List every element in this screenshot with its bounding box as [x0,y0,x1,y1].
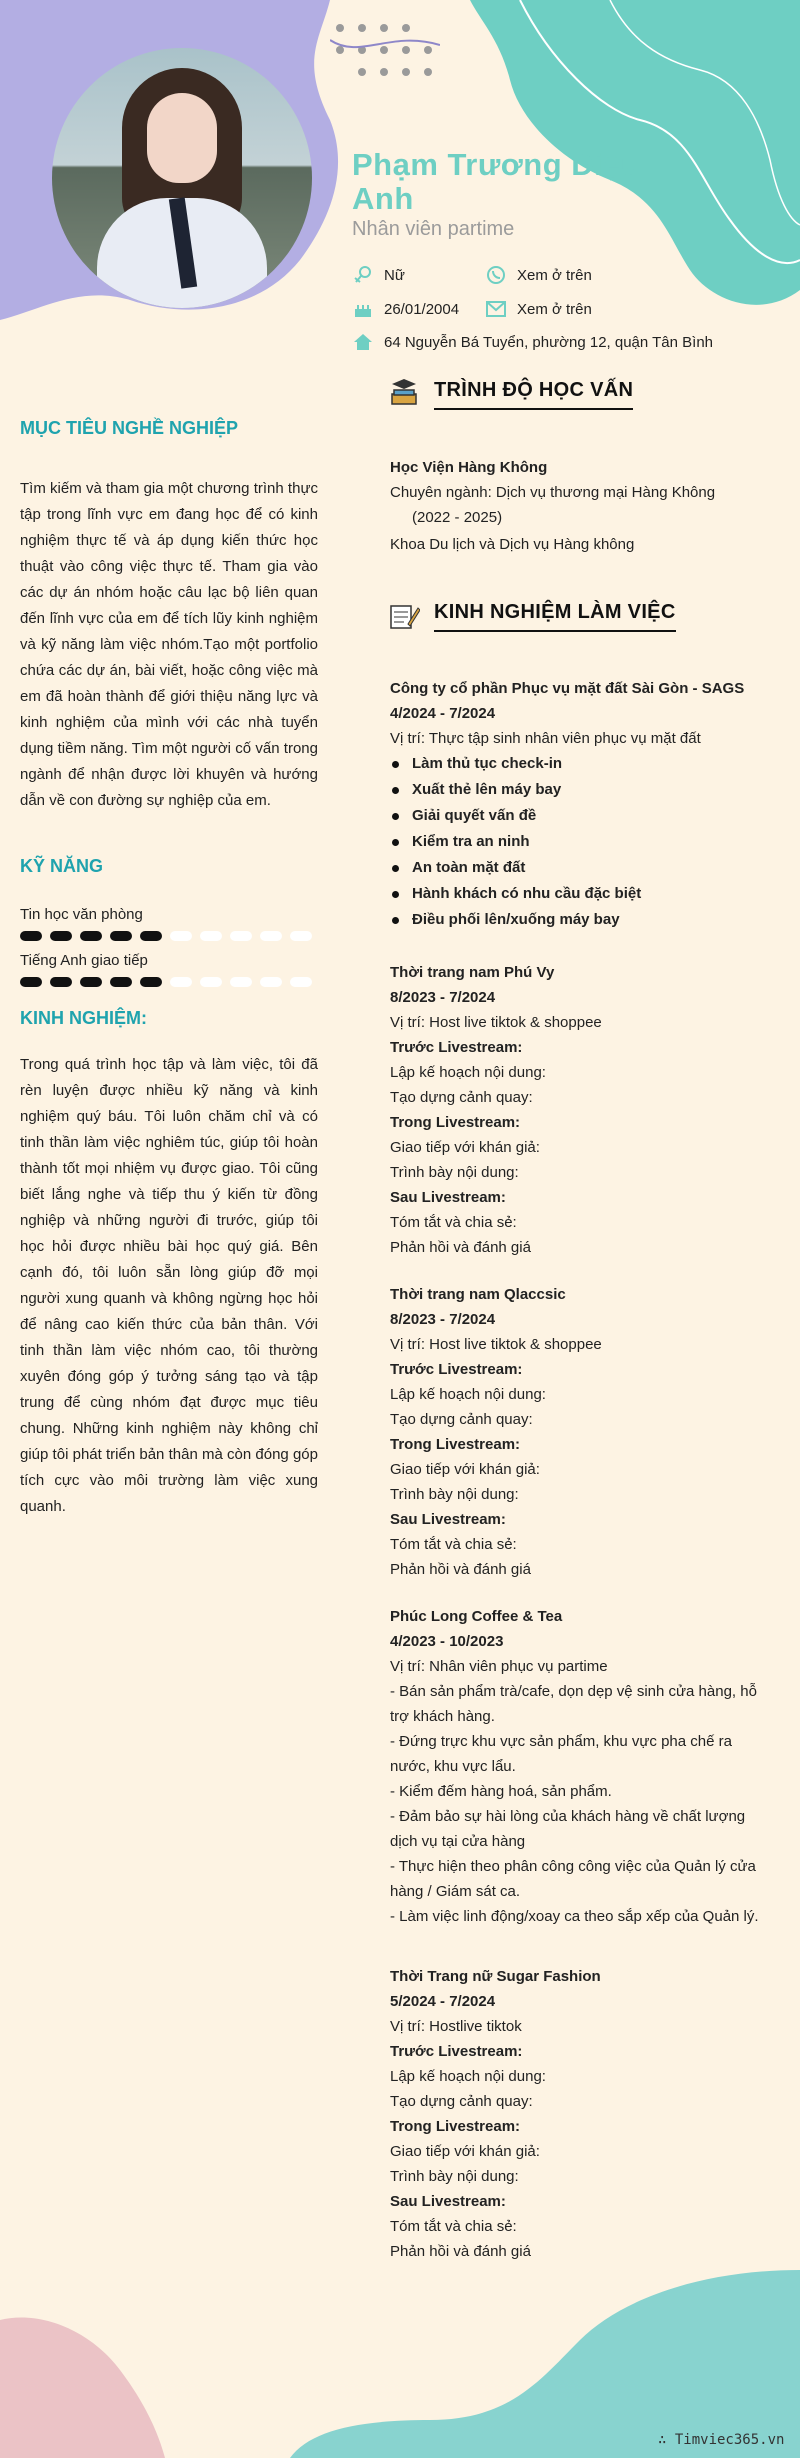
duty-item: An toàn mặt đất [390,855,770,881]
skill-dot-empty [290,977,312,987]
company-name: Thời trang nam Qlaccsic [390,1286,566,1303]
duty-list [390,751,770,933]
skill-english [20,952,318,987]
task-line: Lập kế hoạch nội dung: [390,2068,546,2085]
avatar-photo [52,48,312,308]
skill-dot-filled [20,977,42,987]
job-phu-vy [390,960,770,1260]
skill-dot-empty [290,931,312,941]
graduation-cap-icon [388,376,420,413]
gender-row [352,265,405,285]
dob-row [352,299,459,319]
task-line: Tóm tắt và chia sẻ: [390,2218,517,2235]
email-row [485,299,592,319]
job-period: 8/2023 - 7/2024 [390,989,496,1006]
task-line: Phản hồi và đánh giá [390,1239,531,1256]
skill-dot-filled [140,931,162,941]
task-line: Tạo dựng cảnh quay: [390,2093,533,2110]
skill-dot-filled [50,931,72,941]
job-title: Nhân viên partime [352,218,515,240]
skill-dot-filled [80,931,102,941]
task-line: Tóm tắt và chia sẻ: [390,1214,517,1231]
skill-dot-empty [200,977,222,987]
duty-item: Điều phối lên/xuống máy bay [390,907,770,933]
job-position: Vị trí: Host live tiktok & shoppee [390,1336,602,1353]
decorative-dots [330,20,440,80]
skill-office [20,906,318,941]
task-line: Tóm tắt và chia sẻ: [390,1536,517,1553]
skill-rating [20,977,318,987]
task-line: Lập kế hoạch nội dung: [390,1386,546,1403]
duty-item: Kiểm tra an ninh [390,829,770,855]
decorative-blob-bottom-left [0,2310,180,2458]
job-period: 4/2023 - 10/2023 [390,1633,504,1650]
task-line: Phản hồi và đánh giá [390,1561,531,1578]
task-line: Lập kế hoạch nội dung: [390,1064,546,1081]
stage-heading: Sau Livestream: [390,2193,506,2210]
experience-summary-heading: KINH NGHIỆM: [20,1008,147,1028]
job-period: 4/2024 - 7/2024 [390,705,496,722]
skill-dot-empty [200,931,222,941]
task-line: Giao tiếp với khán giả: [390,1139,540,1156]
work-heading: KINH NGHIỆM LÀM VIỆC [434,601,676,632]
briefcase-pen-icon [388,598,420,635]
task-line: Trình bày nội dung: [390,1486,519,1503]
job-period: 8/2023 - 7/2024 [390,1311,496,1328]
task-line: - Thực hiện theo phân công công việc của Quản lý cửa hàng / Giám sát ca. [390,1858,756,1900]
company-name: Thời trang nam Phú Vy [390,964,555,981]
task-line: - Làm việc linh động/xoay ca theo sắp xếp của Quản lý. [390,1908,759,1925]
task-line: - Kiểm đếm hàng hoá, sản phẩm. [390,1783,612,1800]
phone-row [485,265,592,285]
envelope-icon [485,299,507,319]
skill-dot-empty [230,931,252,941]
job-period: 5/2024 - 7/2024 [390,1993,496,2010]
skill-dot-empty [260,931,282,941]
phone-icon [485,265,507,285]
stage-heading: Trước Livestream: [390,1039,523,1056]
brand-watermark[interactable]: ∴ Timviec365.vn [658,2432,785,2448]
education-heading: TRÌNH ĐỘ HỌC VẤN [434,379,633,410]
skill-dot-empty [260,977,282,987]
company-name: Công ty cổ phần Phục vụ mặt đất Sài Gòn - SAGS [390,680,745,697]
task-line: - Bán sản phẩm trà/cafe, dọn dẹp vệ sinh cửa hàng, hỗ trợ khách hàng. [390,1683,757,1725]
job-position: Vị trí: Hostlive tiktok [390,2018,522,2035]
task-line: - Đảm bảo sự hài lòng của khách hàng về chất lượng dịch vụ tại cửa hàng [390,1808,746,1850]
stage-heading: Trước Livestream: [390,2043,523,2060]
dob-value: 26/01/2004 [384,300,460,318]
education-section-header [388,376,633,413]
gender-value: Nữ [384,266,405,284]
school-name: Học Viện Hàng Không [390,459,548,476]
stage-heading: Trong Livestream: [390,1114,521,1131]
job-qlaccsic [390,1282,770,1582]
skills-heading: KỸ NĂNG [20,856,104,876]
task-line: Giao tiếp với khán giả: [390,1461,540,1478]
major: Chuyên ngành: Dịch vụ thương mại Hàng Không [390,484,716,501]
skill-label: Tiếng Anh giao tiếp [20,952,148,969]
skill-dot-filled [110,931,132,941]
task-line: Tạo dựng cảnh quay: [390,1089,533,1106]
address-value: 64 Nguyễn Bá Tuyển, phường 12, quận Tân Bình [384,333,714,351]
task-line: Giao tiếp với khán giả: [390,2143,540,2160]
home-icon [352,332,374,352]
job-position: Vị trí: Thực tập sinh nhân viên phục vụ mặt đất [390,730,701,747]
task-line: Phản hồi và đánh giá [390,2243,531,2260]
decorative-blob-bottom-right [280,2270,800,2458]
address-row [352,332,713,352]
phone-value: Xem ở trên [517,266,592,284]
stage-heading: Trước Livestream: [390,1361,523,1378]
skill-dot-filled [140,977,162,987]
task-line: Trình bày nội dung: [390,1164,519,1181]
duty-item: Làm thủ tục check-in [390,751,770,777]
education-period: (2022 - 2025) [412,509,503,526]
stage-heading: Sau Livestream: [390,1189,506,1206]
skill-dot-filled [20,931,42,941]
stage-heading: Trong Livestream: [390,2118,521,2135]
faculty: Khoa Du lịch và Dịch vụ Hàng không [390,536,635,553]
company-name: Thời Trang nữ Sugar Fashion [390,1968,601,1985]
job-position: Vị trí: Nhân viên phục vụ partime [390,1658,608,1675]
skill-dot-empty [170,977,192,987]
gender-icon [352,265,374,285]
work-section-header [388,598,676,635]
task-line: Trình bày nội dung: [390,2168,519,2185]
job-sugar-fashion [390,1964,770,2264]
skill-rating [20,931,318,941]
objective-text: Tìm kiếm và tham gia một chương trình thực tập trong lĩnh vực em đang học để có kinh nghiệm thực tế và áp dụng kiến thức học thuật vào công việc thực tế. Tham gia vào các dự án nhóm hoặc câu lạc bộ liên quan đến lĩnh vực của em để tích lũy kinh nghiệm và kỹ năng làm việc nhóm.Tạo một portfolio chứa các dự án, bài viết, hoặc công việc mà em đã hoàn thành để giới thiệu năng lực và kinh nghiệm của mình với các nhà tuyển dụng tiềm năng. Tìm một người cố vấn trong ngành để nhận được lời khuyên và hướng dẫn về con đường sự nghiệp của em. [20,480,318,809]
skill-dot-filled [110,977,132,987]
skill-dot-filled [80,977,102,987]
job-phuc-long [390,1604,770,1929]
job-sags [390,676,770,933]
skill-label: Tin học văn phòng [20,906,143,923]
full-name: Phạm Trương Diệu Anh [352,147,641,216]
education-block [390,455,770,557]
skill-dot-filled [50,977,72,987]
objective-heading: MỤC TIÊU NGHỀ NGHIỆP [20,418,239,438]
company-name: Phúc Long Coffee & Tea [390,1608,563,1625]
experience-summary-text: Trong quá trình học tập và làm việc, tôi đã rèn luyện được nhiều kỹ năng và kinh nghiệm quý báu. Tôi luôn chăm chỉ và có tinh thần làm việc nghiêm túc, giúp tôi hoàn thành tốt mọi nhiệm vụ được giao. Tôi cũng biết lắng nghe và tiếp thu ý kiến từ đồng nghiệp và những người đi trước, giúp tôi học hỏi được nhiều bài học quý giá. Bên cạnh đó, tôi luôn sẵn lòng giúp đỡ mọi người xung quanh và không ngừng học hỏi để nâng cao kiến thức của bản thân. Với tinh thần làm việc nhóm cao, tôi thường xuyên đóng góp ý tưởng sáng tạo và tập trung để cùng nhóm đạt được mục tiêu chung. Những kinh nghiệm này không chỉ giúp tôi phát triển bản thân mà còn đóng góp tích cực vào môi trường làm việc xung quanh. [20,1056,318,1515]
email-value: Xem ở trên [517,300,592,318]
duty-item: Giải quyết vấn đề [390,803,770,829]
skill-dot-empty [170,931,192,941]
birthday-cake-icon [352,299,374,319]
duty-item: Xuất thẻ lên máy bay [390,777,770,803]
task-line: Tạo dựng cảnh quay: [390,1411,533,1428]
job-position: Vị trí: Host live tiktok & shoppee [390,1014,602,1031]
stage-heading: Trong Livestream: [390,1436,521,1453]
skill-dot-empty [230,977,252,987]
task-line: - Đứng trực khu vực sản phẩm, khu vực pha chế ra nước, khu vực lẩu. [390,1733,732,1775]
stage-heading: Sau Livestream: [390,1511,506,1528]
duty-item: Hành khách có nhu cầu đặc biệt [390,881,770,907]
